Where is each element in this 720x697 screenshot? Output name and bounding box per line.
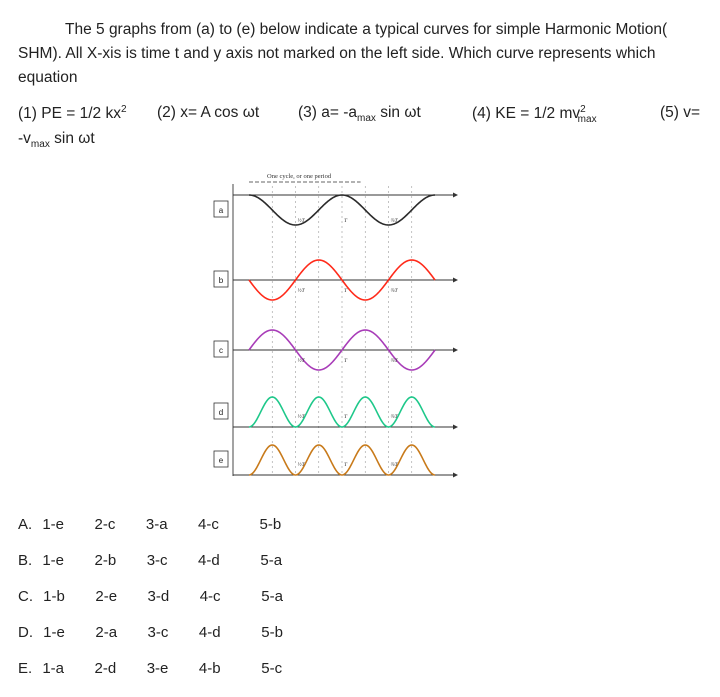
- equation-1: (1) PE = 1/2 $kx^2$: [18, 104, 127, 123]
- tick-label-d-0: ½T: [297, 414, 305, 420]
- option-letter: D.: [18, 624, 44, 641]
- tick-label-d-1: T: [344, 414, 348, 420]
- curve-a: [249, 195, 435, 225]
- axis-arrow-e: [453, 473, 458, 478]
- tick-label-e-1: T: [344, 462, 348, 468]
- answer-option-d[interactable]: [18, 624, 283, 641]
- answer-option-c[interactable]: [18, 588, 283, 605]
- tick-label-b-2: ¾T: [390, 288, 398, 294]
- equation-5: (5) v=: [660, 104, 701, 121]
- axis-arrow-b: [453, 278, 458, 283]
- tick-label-a-0: ½T: [297, 218, 305, 224]
- curve-label-e: e: [218, 456, 224, 465]
- axis-arrow-d: [453, 425, 458, 430]
- tick-label-e-0: ½T: [297, 462, 305, 468]
- option-letter: E.: [18, 660, 43, 677]
- option-text: 1-a 2-d 3-e 4-b 5-c: [42, 660, 283, 677]
- curve-label-c: c: [219, 346, 223, 355]
- answer-option-a[interactable]: [18, 516, 281, 533]
- tick-label-e-2: ¾T: [390, 462, 398, 468]
- option-letter: A.: [18, 516, 43, 533]
- option-letter: C.: [18, 588, 44, 605]
- equation-4: (4) KE = 1/2 $mv^2_{max}$: [472, 104, 597, 126]
- curve-label-a: a: [218, 206, 224, 215]
- curve-label-d: d: [218, 408, 224, 417]
- option-letter: B.: [18, 552, 43, 569]
- tick-label-a-1: T: [344, 218, 348, 224]
- curve-label-b: b: [218, 276, 224, 285]
- question-intro: The 5 graphs from (a) to (e) below indicate a typical curves for simple Harmonic Motion( SHM). All X-xis is time t and y axis not marked on the left side. Which curve represents which equation: [18, 21, 668, 86]
- tick-label-c-1: T: [344, 358, 348, 364]
- tick-label-a-2: ¾T: [390, 218, 398, 224]
- equation-5-continued: $-v_{max}$ sin ωt: [18, 130, 95, 151]
- shm-graphs-figure: [205, 170, 460, 480]
- answer-option-e[interactable]: [18, 660, 282, 677]
- tick-label-b-0: ½T: [297, 288, 305, 294]
- equation-2: (2) x= A cos ωt: [157, 104, 260, 121]
- option-text: 1-e 2-b 3-c 4-d 5-a: [42, 552, 283, 569]
- axis-arrow-a: [453, 193, 458, 198]
- tick-label-c-0: ½T: [297, 358, 305, 364]
- tick-label-b-1: T: [344, 288, 348, 294]
- option-text: 1-e 2-a 3-c 4-d 5-b: [43, 624, 283, 641]
- tick-label-d-2: ¾T: [390, 414, 398, 420]
- equation-3: (3) $a= -a_{max}$ sin ωt: [298, 104, 421, 125]
- axis-arrow-c: [453, 348, 458, 353]
- option-text: 1-e 2-c 3-a 4-c 5-b: [42, 516, 282, 533]
- period-caption: One cycle, or one period: [267, 173, 332, 180]
- answer-option-b[interactable]: [18, 552, 282, 569]
- curve-e: [249, 445, 435, 475]
- tick-label-c-2: ¾T: [390, 358, 398, 364]
- option-text: 1-b 2-e 3-d 4-c 5-a: [43, 588, 283, 605]
